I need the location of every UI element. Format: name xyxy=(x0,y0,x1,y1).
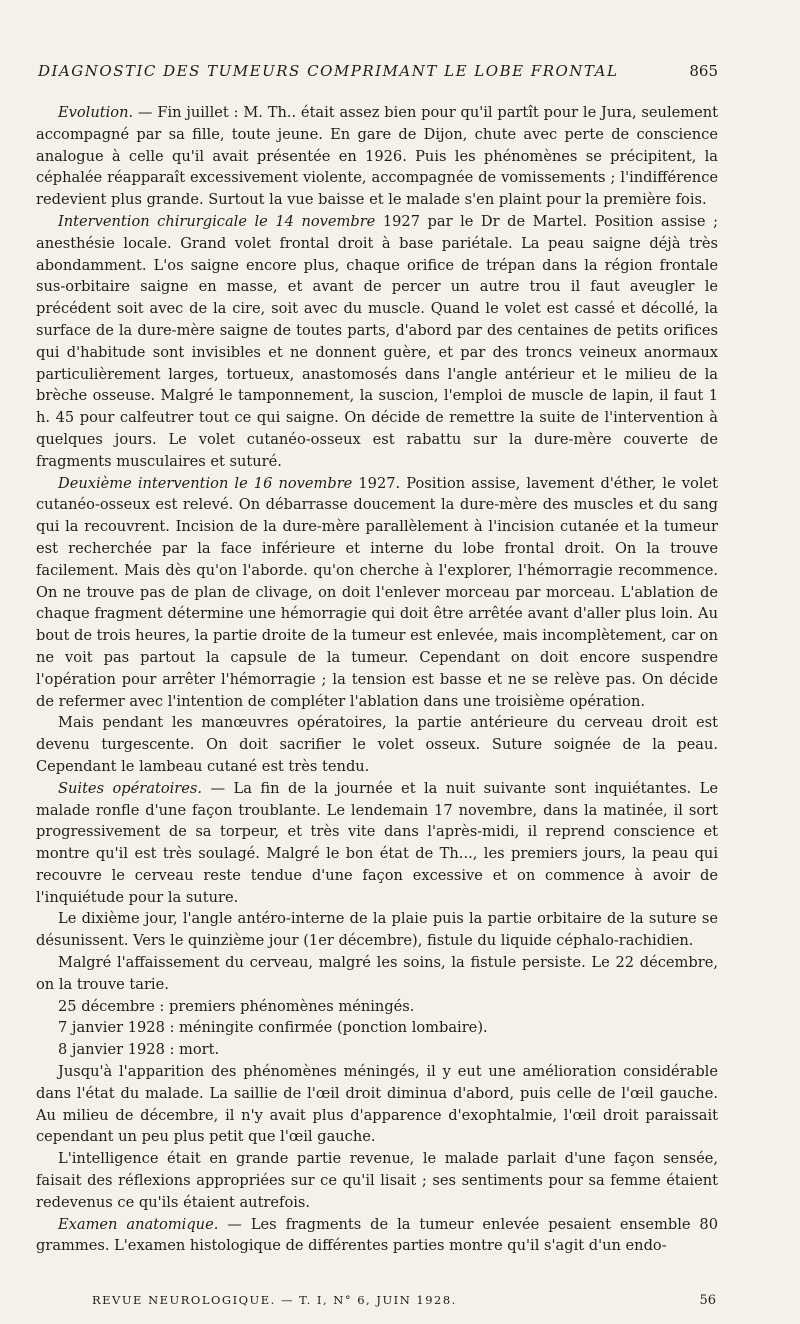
paragraph-fistula xyxy=(36,952,718,996)
article-body xyxy=(36,102,718,1257)
paragraph-text: 25 décembre : premiers phénomènes méningés. xyxy=(58,997,415,1015)
signature-mark: 56 xyxy=(699,1293,716,1308)
paragraph-text: — Fin juillet : M. Th.. était assez bien pour qu'il partît pour le Jura, seulement accompagné par sa fille, toute jeune. En gare de Dijon, chute avec perte de conscience analogue à celle qu'il avait présentée en 1926. Puis les phénomènes se précipitent, la céphalée réapparaît excessivement violente, accompagnée de vomissements ; l'indifférence redevient plus grande. Surtout la vue baisse et le malade s'en plaint pour la première fois. xyxy=(36,104,718,209)
page-footer xyxy=(92,1293,716,1308)
paragraph-evolution xyxy=(36,102,718,211)
paragraph-anatomy xyxy=(36,1214,718,1258)
paragraph-text: L'intelligence était en grande partie revenue, le malade parlait d'une façon sensée, faisait des réflexions appropriées sur ce qu'il lisait ; ses sentiments pour sa femme étaient redevenus ce qu'ils étaient autrefois. xyxy=(36,1150,718,1211)
paragraph-text: 1927 par le Dr de Martel. Position assise ; anesthésie locale. Grand volet frontal droit à base pariétale. La peau saigne déjà très abondamment. L'os saigne encore plus, chaque orifice de trépan dans la région frontale sus-orbitaire saigne en masse, et avant de percer un autre trou il faut aveugler le précédent soit avec de la cire, soit avec du muscle. Quand le volet est cassé et décollé, la surface de la dure-mère saigne de toutes parts, d'abord par des centaines de petits orifices qui d'habitude sont invisibles et ne donnent guère, et par des troncs veineux anormaux particulièrement larges, tortueux, anastomosés dans l'angle antérieur et le milieu de la brèche osseuse. Malgré le tamponnement, la suscion, l'emploi de muscle de lapin, il faut 1 h. 45 pour calfeutrer tout ce qui saigne. On décide de remettre la suite de l'intervention à quelques jours. Le volet cutanéo-osseux est rabattu sur la dure-mère couverte de fragments musculaires et suturé. xyxy=(36,212,718,470)
paragraph-jan-7 xyxy=(36,1017,718,1039)
paragraph-text: — La fin de la journée et la nuit suivante sont inquiétantes. Le malade ronfle d'une façon troublante. Le lendemain 17 novembre, dans la matinée, il sort progressivement de sa torpeur, et très vite dans l'après-midi, il reprend conscience et montre qu'il est très soulagé. Malgré le bon état de Th..., les premiers jours, la peau qui recouvre le cerveau reste tendue d'une façon excessive et on commence à avoir de l'inquiétude pour la suture. xyxy=(36,779,718,906)
journal-citation: REVUE NEUROLOGIQUE. — T. I, N° 6, JUIN 1928. xyxy=(92,1293,457,1307)
paragraph-text: Mais pendant les manœuvres opératoires, la partie antérieure du cerveau droit est devenu turgescente. On doit sacrifier le volet osseux. Suture soignée de la peau. Cependant le lambeau cutané est très tendu. xyxy=(36,714,718,775)
paragraph-turgescence xyxy=(36,712,718,777)
paragraph-lead: Suites opératoires. xyxy=(58,779,203,797)
paragraph-lead: Evolution. xyxy=(58,104,134,121)
paragraph-text: — Les fragments de la tumeur enlevée pesaient ensemble 80 grammes. L'examen histologique de différentes parties montre qu'il s'agit d'un endo- xyxy=(36,1215,719,1255)
paragraph-improvement xyxy=(36,1061,718,1148)
paragraph-intelligence xyxy=(36,1148,718,1213)
paragraph-lead: Examen anatomique. xyxy=(58,1215,219,1233)
paragraph-first-intervention xyxy=(36,211,718,473)
paragraph-text: Malgré l'affaissement du cerveau, malgré les soins, la fistule persiste. Le 22 décembre, on la trouve tarie. xyxy=(36,954,718,993)
paragraph-second-intervention xyxy=(36,473,718,713)
paragraph-lead: Deuxième intervention le 16 novembre xyxy=(58,474,353,492)
page-number: 865 xyxy=(689,62,718,80)
paragraph-text: 7 janvier 1928 : méningite confirmée (ponction lombaire). xyxy=(58,1019,488,1037)
running-title: DIAGNOSTIC DES TUMEURS COMPRIMANT LE LOBE FRONTAL xyxy=(38,62,619,80)
paragraph-postoperative xyxy=(36,778,718,909)
paragraph-dec-25 xyxy=(36,996,718,1018)
paragraph-tenth-day xyxy=(36,908,718,952)
paragraph-text: Le dixième jour, l'angle antéro-interne de la plaie puis la partie orbitaire de la suture se désunissent. Vers le quinzième jour (1er décembre), fistule du liquide céphalo-rachidien. xyxy=(36,910,718,950)
paragraph-text: Jusqu'à l'apparition des phénomènes méningés, il y eut une amélioration considérable dans l'état du malade. La saillie de l'œil droit diminua d'abord, puis celle de l'œil gauche. Au milieu de décembre, il n'y avait plus d'apparence d'exophtalmie, l'œil droit paraissait cependant un peu plus petit que l'œil gauche. xyxy=(36,1063,718,1146)
paragraph-jan-8 xyxy=(36,1039,718,1061)
paragraph-text: 8 janvier 1928 : mort. xyxy=(58,1041,220,1059)
paragraph-lead: Intervention chirurgicale le 14 novembre xyxy=(58,212,376,230)
running-header xyxy=(38,62,718,80)
paragraph-text: 1927. Position assise, lavement d'éther, le volet cutanéo-osseux est relevé. On débarrasse doucement la dure-mère des muscles et du sang qui la recouvrent. Incision de la dure-mère parallèlement à l'incision cutanée et la tumeur est recherchée par la face inférieure et interne du lobe frontal droit. On la trouve facilement. Mais dès qu'on l'aborde. qu'on cherche à l'explorer, l'hémorragie recommence. On ne trouve pas de plan de clivage, on doit l'enlever morceau par morceau. L'ablation de chaque fragment détermine une hémorragie qui doit être arrêtée avant d'aller plus loin. Au bout de trois heures, la partie droite de la tumeur est enlevée, mais incomplètement, car on ne voit pas partout la capsule de la tumeur. Cependant on doit encore suspendre l'opération pour arrêter l'hémorragie ; la tension est basse et ne se relève pas. On décide de refermer avec l'intention de compléter l'ablation dans une troisième opération. xyxy=(36,474,718,710)
